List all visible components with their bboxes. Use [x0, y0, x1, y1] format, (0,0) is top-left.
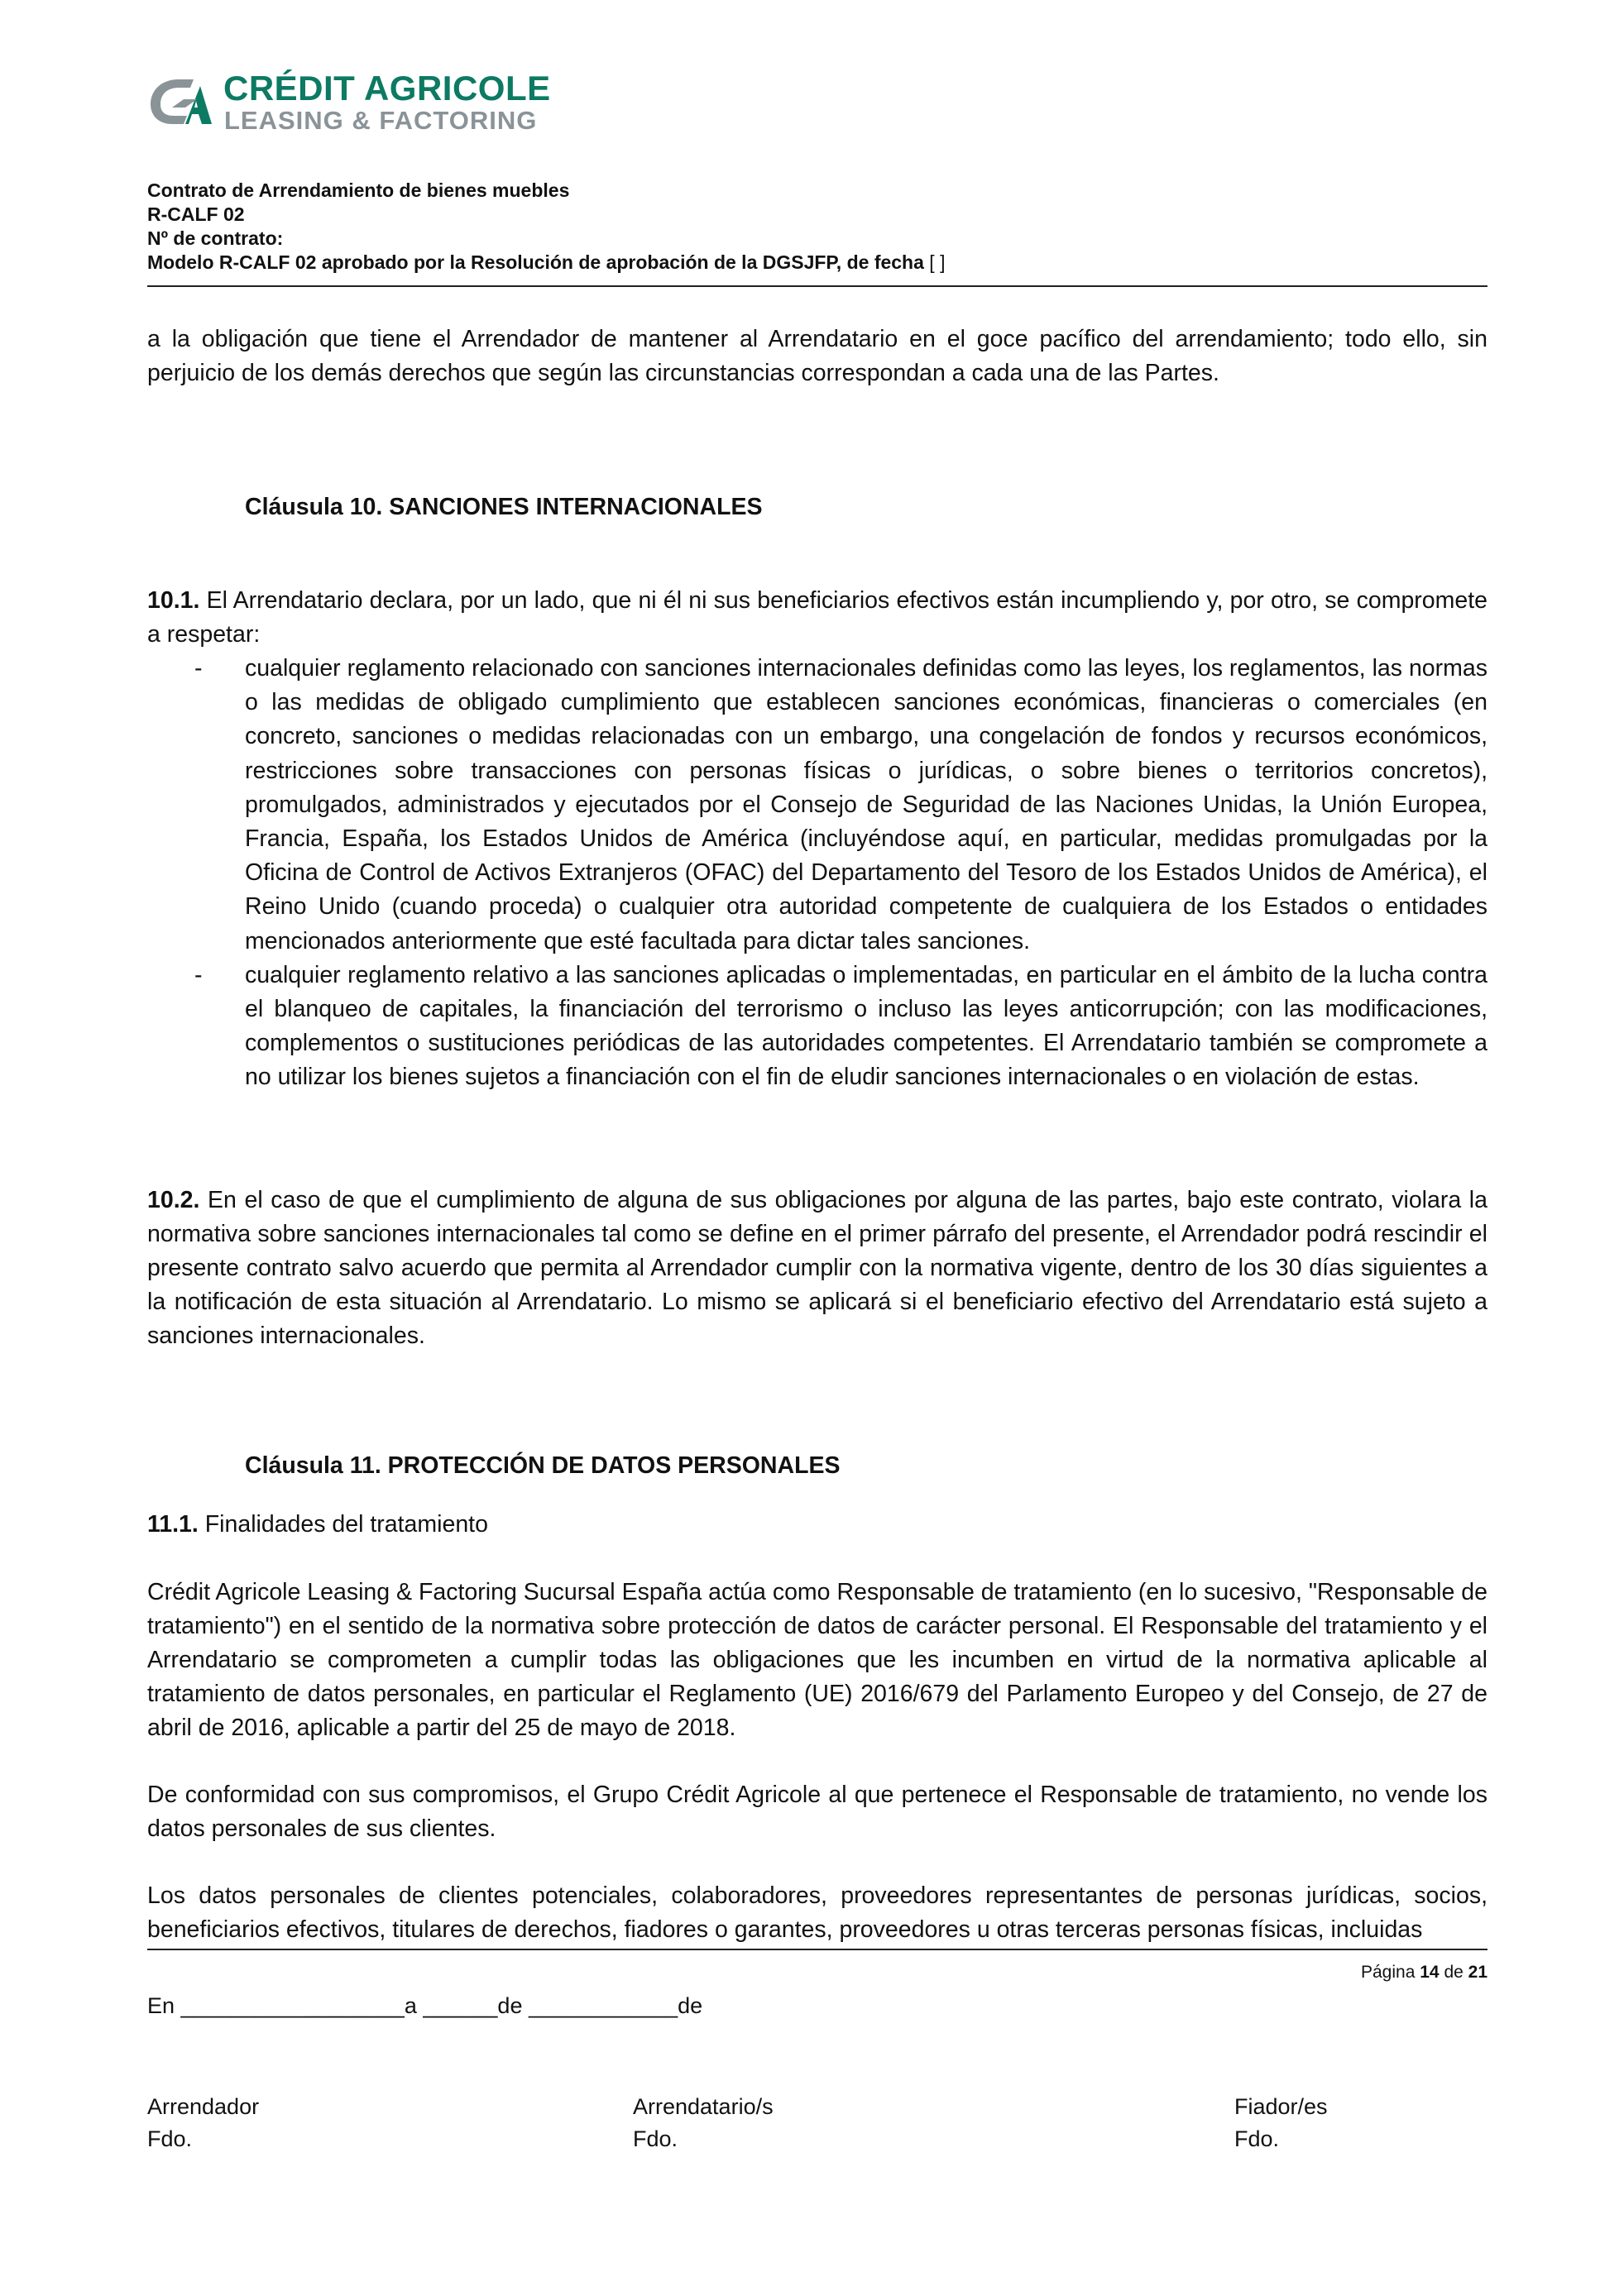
clause-11-1-text: Finalidades del tratamiento [198, 1511, 488, 1538]
clause-11-1-number: 11.1. [147, 1511, 199, 1538]
bullet-dash: - [194, 961, 203, 988]
bullet-dash: - [194, 655, 203, 682]
logo-text-line2: LEASING & FACTORING [224, 106, 538, 135]
clause-10-2-number: 10.2. [147, 1187, 200, 1213]
signature-fiador [1234, 2091, 1328, 2155]
page-label: Página [1361, 1963, 1416, 1982]
list-item [147, 959, 1487, 1095]
signature-arrendador [147, 2091, 259, 2155]
footer-divider [147, 1949, 1487, 1950]
list-item-text: cualquier reglamento relacionado con sanciones internacionales definidas como las leyes, los reglamentos, las normas o las medidas de obligado cumplimiento que establecen sanciones económicas, financieras o comerciales (en concreto, sanciones o medidas relacionadas con un embargo, una congelación de fondos y recursos económicos, restricciones sobre transacciones con personas físicas o jurídicas, o sobre bienes o territorios concretos), promulgados, administrados y ejecutados por el Consejo de Seguridad de las Naciones Unidas, la Unión Europea, Francia, España, los Estados Unidos de América (incluyéndose aquí, en particular, medidas promulgadas por la Oficina de Control de Activos Extranjeros (OFAC) del Departamento del Tesoro de los Estados Unidos de América), el Reino Unido (cuando proceda) o cualquier otra autoridad competente de cualquiera de los Estados o entidades mencionados anteriormente que esté facultada para dictar tales sanciones. [245, 655, 1487, 954]
clause-10-1-number: 10.1. [147, 587, 200, 614]
clause-10-1-paragraph [147, 584, 1487, 652]
signature-fiador-fdo: Fdo. [1234, 2126, 1280, 2151]
intro-paragraph: a la obligación que tiene el Arrendador de mantener al Arrendatario en el goce pacífico del arrendamiento; todo ello, sin perjuicio de los demás derechos que según las circunstancias correspondan a cada una de las Partes. [147, 326, 1487, 386]
signature-arrendatario-fdo: Fdo. [633, 2126, 678, 2151]
place-date-line: En __________________a ______de ____________de [147, 1993, 703, 2018]
clause-10-2-text: En el caso de que el cumplimiento de alguna de sus obligaciones por alguna de las partes, bajo este contrato, violara la normativa sobre sanciones internacionales tal como se define en el primer párrafo del presente, el Arrendador podrá rescindir el presente contrato salvo acuerdo que permita al Arrendador cumplir con la normativa vigente, dentro de los 30 días siguientes a la notificación de esta situación al Arrendatario. Lo mismo se aplicará si el beneficiario efectivo del Arrendatario está sujeto a sanciones internacionales. [147, 1187, 1487, 1349]
clause-11-paragraph-3: Los datos personales de clientes potenciales, colaboradores, proveedores representantes de personas jurídicas, socios, beneficiarios efectivos, titulares de derechos, fiadores o garantes, proveedores u otras terceras personas físicas, incluidas [147, 1882, 1487, 1943]
logo-text-line1: CRÉDIT AGRICOLE [223, 69, 551, 108]
clause-11-1-heading [147, 1508, 1487, 1542]
credit-agricole-logo-mark-icon [147, 74, 213, 129]
header-date-placeholder: [ ] [929, 251, 946, 273]
page-current: 14 [1420, 1963, 1440, 1982]
signature-fiador-label: Fiador/es [1234, 2094, 1328, 2119]
header-approval-text: Modelo R-CALF 02 aprobado por la Resolución de aprobación de la DGSJFP, de fecha [147, 251, 924, 273]
page-number [1361, 1963, 1487, 1983]
signature-arrendador-label: Arrendador [147, 2094, 260, 2119]
clause-11-paragraph-2: De conformidad con sus compromisos, el Grupo Crédit Agricole al que pertenece el Responsable de tratamiento, no vende los datos personales de sus clientes. [147, 1782, 1487, 1842]
signature-arrendatario [633, 2091, 774, 2155]
clause-11-paragraph-1: Crédit Agricole Leasing & Factoring Sucursal España actúa como Responsable de tratamiento (en lo sucesivo, "Responsable de tratamiento") en el sentido de la normativa sobre protección de datos de carácter personal. El Responsable del tratamiento y el Arrendatario se comprometen a cumplir todas las obligaciones que les incumben en virtud de la normativa aplicable al tratamiento de datos personales, en particular el Reglamento (UE) 2016/679 del Parlamento Europeo y del Consejo, de 27 de abril de 2016, aplicable a partir del 25 de mayo de 2018. [147, 1579, 1487, 1741]
signature-arrendador-fdo: Fdo. [147, 2126, 193, 2151]
header-approval-line [147, 251, 1487, 275]
header-divider [147, 285, 1487, 287]
page-total: 21 [1468, 1963, 1487, 1982]
company-logo [147, 69, 611, 139]
sanctions-list [147, 652, 1487, 1095]
page-of: de [1444, 1963, 1464, 1982]
clause-10-2-paragraph [147, 1184, 1487, 1353]
header-contract-number: Nº de contrato: [147, 227, 284, 249]
document-header [147, 179, 1487, 275]
header-contract-type: Contrato de Arrendamiento de bienes muebles [147, 179, 570, 201]
clause-11-title: Cláusula 11. PROTECCIÓN DE DATOS PERSONALES [245, 1452, 841, 1479]
list-item-text: cualquier reglamento relativo a las sanciones aplicadas o implementadas, en particular en el ámbito de la lucha contra el blanqueo de capitales, la financiación del terrorismo o incluso las leyes anticorrupción; con las modificaciones, complementos o sustituciones periódicas de las autoridades competentes. El Arrendatario también se compromete a no utilizar los bienes sujetos a financiación con el fin de eludir sanciones internacionales o en violación de estas. [245, 961, 1487, 1091]
clause-10-1-text: El Arrendatario declara, por un lado, que ni él ni sus beneficiarios efectivos están incumpliendo y, por otro, se compromete a respetar: [147, 587, 1487, 648]
signature-arrendatario-label: Arrendatario/s [633, 2094, 774, 2119]
list-item [147, 652, 1487, 959]
clause-10-title: Cláusula 10. SANCIONES INTERNACIONALES [245, 494, 763, 520]
header-model-code: R-CALF 02 [147, 203, 245, 225]
